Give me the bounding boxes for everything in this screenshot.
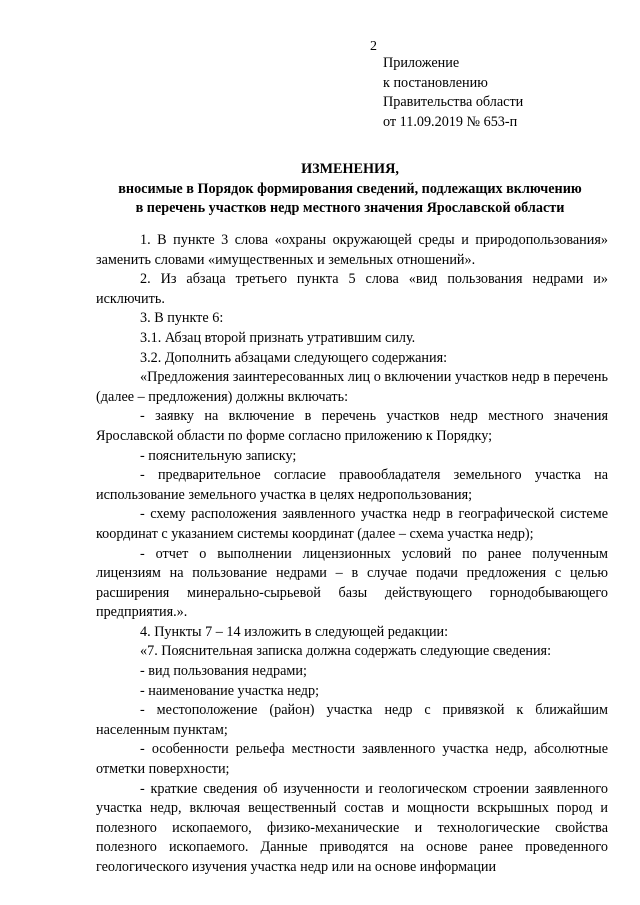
title-heading: ИЗМЕНЕНИЯ, xyxy=(301,161,399,177)
title-subheading: вносимые в Порядок формирования сведений, подлежащих включению xyxy=(118,180,582,197)
list-item: - наименование участка недр; xyxy=(140,682,320,699)
paragraph: 3. В пункте 6: xyxy=(140,310,224,327)
list-item: - краткие сведения об изученности и геологическом строении заявленного участка недр, включая вещественный состав и мощности вскрышных пород и полезного ископаемого, физико-механические и технологические свойства полезного ископаемого. Данные приводятся на основе ранее проведенного геологического изучения участка недр или на основе информации xyxy=(96,780,608,875)
list-item: - пояснительную записку; xyxy=(140,447,297,464)
title-subheading: в перечень участков недр местного значения Ярославской области xyxy=(135,200,565,216)
page-number: 2 xyxy=(370,39,377,54)
appendix-block xyxy=(383,54,523,132)
list-item: - вид пользования недрами; xyxy=(140,663,307,680)
document-body xyxy=(96,231,608,878)
document-title xyxy=(80,160,620,219)
list-item: - схему расположения заявленного участка недр в географической системе координат с указанием системы координат (далее – схема участка недр); xyxy=(96,506,608,542)
appendix-line: Правительства области xyxy=(383,94,524,110)
appendix-line: Приложение xyxy=(383,55,460,71)
list-item: - местоположение (район) участка недр с привязкой к ближайшим населенным пунктам; xyxy=(96,702,608,738)
paragraph: 1. В пункте 3 слова «охраны окружающей среды и природопользования» заменить словами «имущественных и земельных отношений». xyxy=(96,232,608,268)
list-item: - заявку на включение в перечень участков недр местного значения Ярославской области по форме согласно приложению к Порядку; xyxy=(96,408,608,444)
paragraph: «7. Пояснительная записка должна содержать следующие сведения: xyxy=(140,643,552,660)
appendix-line: к постановлению xyxy=(383,74,488,91)
list-item: - особенности рельефа местности заявленного участка недр, абсолютные отметки поверхности; xyxy=(96,741,608,778)
list-item: - отчет о выполнении лицензионных условий по ранее полученным лицензиям на пользование недрами – в случае подачи предложения с целью расширения минерально-сырьевой базы действующего горнодобывающего предприятия.». xyxy=(96,545,608,621)
paragraph: 4. Пункты 7 – 14 изложить в следующей редакции: xyxy=(140,623,449,640)
paragraph: 2. Из абзаца третьего пункта 5 слова «вид пользования недрами и» исключить. xyxy=(96,271,608,307)
paragraph: «Предложения заинтересованных лиц о включении участков недр в перечень (далее – предложения) должны включать: xyxy=(96,369,608,405)
list-item: - предварительное согласие правообладателя земельного участка на использование земельного участка в целях недропользования; xyxy=(96,467,608,503)
paragraph: 3.1. Абзац второй признать утратившим силу. xyxy=(140,329,416,346)
appendix-line: от 11.09.2019 № 653-п xyxy=(383,113,518,130)
paragraph: 3.2. Дополнить абзацами следующего содержания: xyxy=(140,349,448,366)
